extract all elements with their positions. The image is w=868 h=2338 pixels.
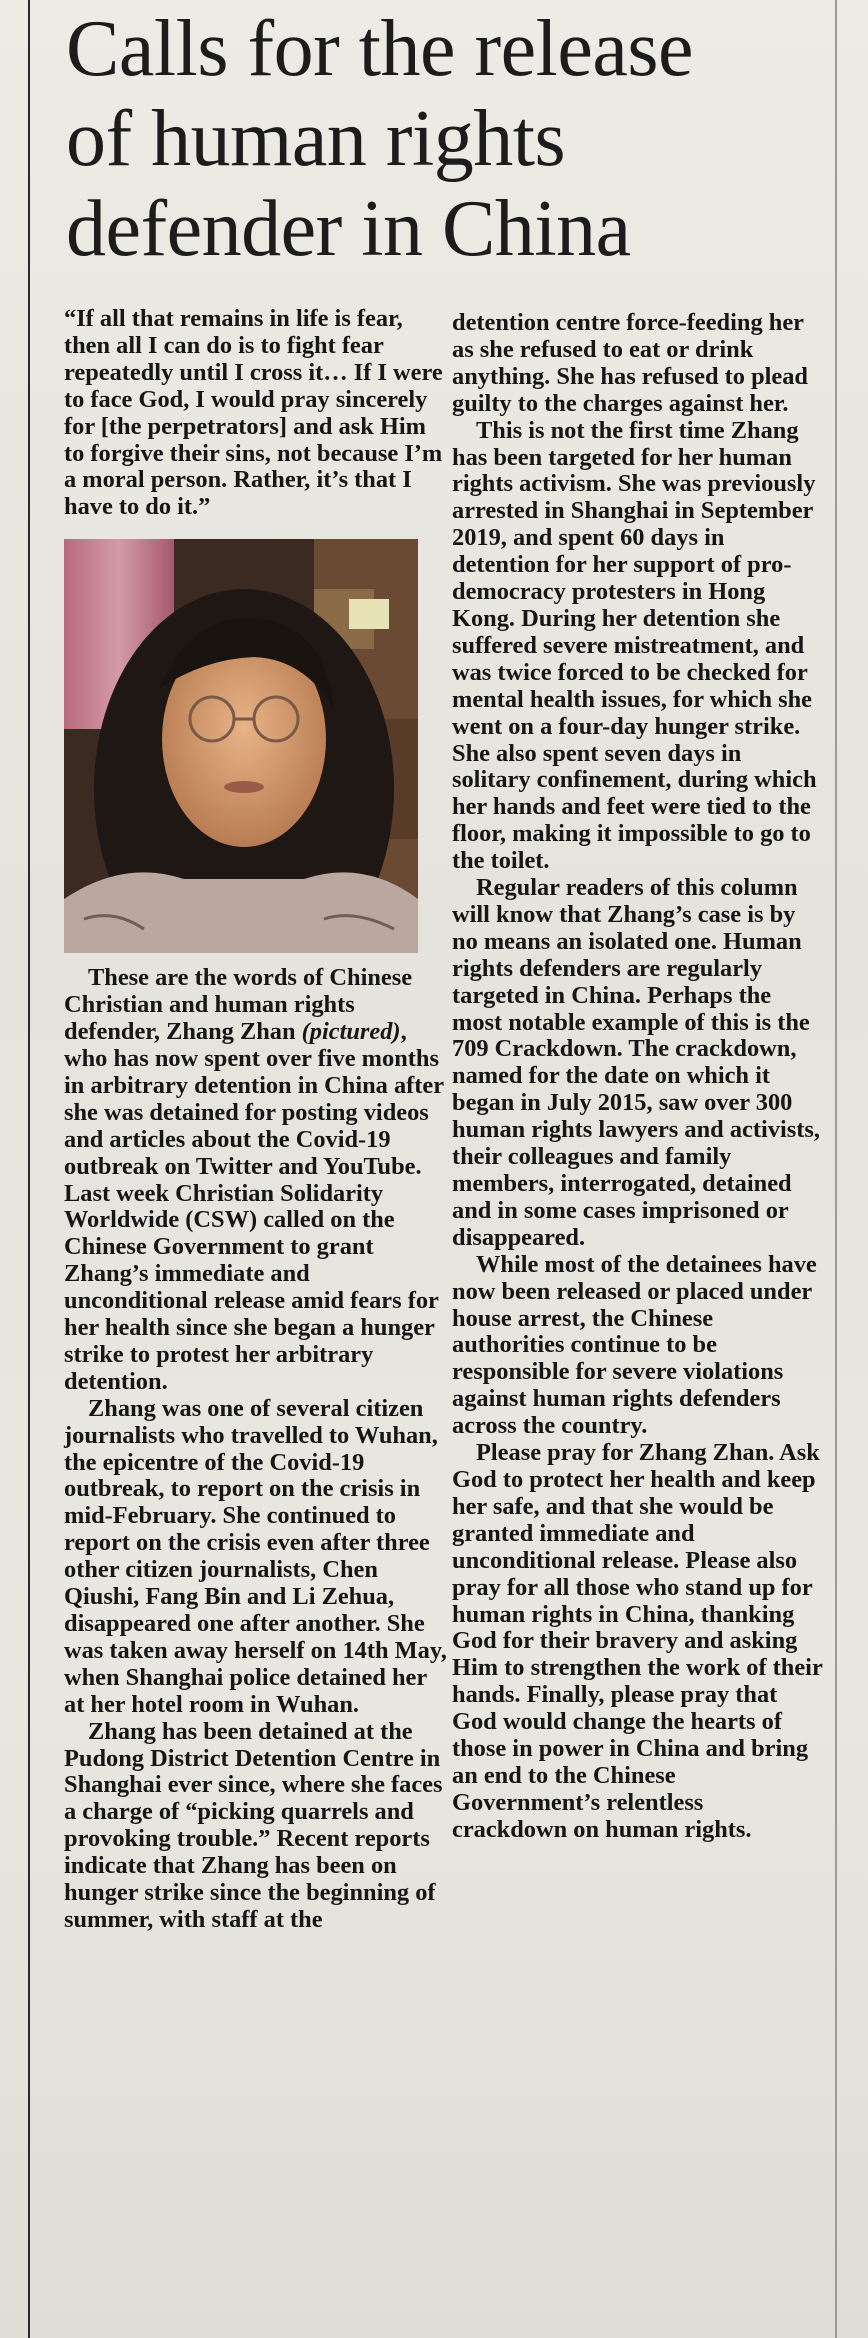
paragraph-6: While most of the detainees have now been released or placed under house arrest, the Chinese authorities continue to be responsible for severe violations against human rights defenders across the country. [452, 1250, 817, 1440]
paragraph-1 [64, 965, 448, 1396]
portrait-illustration [64, 539, 418, 953]
paragraph-3: Zhang has been detained at the Pudong District Detention Centre in Shanghai ever since, where she faces a charge of “picking quarrels and provoking trouble.” Recent reports indicate that Zhang has been on hunger strike since the beginning of summer, with staff at the [64, 1717, 443, 1933]
paragraph-1-text-a: These are the words of Chinese Christian and human rights defender, Zhang Zhan [64, 964, 413, 1046]
paragraph-5: Regular readers of this column will know that Zhang’s case is by no means an isolated one. Human rights defenders are regularly targeted in China. Perhaps the most notable example of this is the 709 Crackdown. The crackdown, named for the date on which it began in July 2015, saw over 300 human rights lawyers and activists, their colleagues and family members, interrogated, detained and in some cases imprisoned or disappeared. [452, 874, 820, 1251]
column-rule-right [835, 0, 837, 2338]
paragraph-2: Zhang was one of several citizen journalists who travelled to Wuhan, the epicentre of the Covid-19 outbreak, to report on the crisis in mid-February. She continued to report on the crisis even after three other citizen journalists, Chen Qiushi, Fang Bin and Li Zehua, disappeared one after another. She was taken away herself on 14th May, when Shanghai police detained her at her hotel room in Wuhan. [64, 1394, 447, 1718]
article-column-1 [64, 306, 448, 1934]
paragraph-1-text-b: , who has now spent over five months in arbitrary detention in China after she was detained for posting videos and articles about the Covid-19 outbreak on Twitter and YouTube. Last week Christian Solidarity Worldwide (CSW) called on the Chinese Government to grant Zhang’s immediate and unconditional release amid fears for her health since she began a hunger strike to protest her arbitrary detention. [64, 1018, 444, 1395]
pictured-note: (pictured) [301, 1018, 401, 1046]
paragraph-3-continued: detention centre force-feeding her as she refused to eat or drink anything. She has refused to plead guilty to the charges against her. [452, 309, 808, 417]
headline-line-2: of human rights [66, 95, 566, 183]
headline-line-3: defender in China [66, 185, 631, 273]
paragraph-4: This is not the first time Zhang has been targeted for her human rights activism. She was previously arrested in Shanghai in September 2019, and spent 60 days in detention for her support of pro-democracy protesters in Hong Kong. During her detention she suffered severe mistreatment, and was twice forced to be checked for mental health issues, for which she went on a four-day hunger strike. She also spent seven days in solitary confinement, during which her hands and feet were tied to the floor, making it impossible to go to the toilet. [452, 416, 817, 875]
article-column-2 [452, 310, 824, 1844]
headline [66, 4, 826, 274]
portrait-photo [64, 539, 418, 953]
headline-line-1: Calls for the release [66, 5, 693, 93]
column-rule-left [28, 0, 30, 2338]
opening-quote: “If all that remains in life is fear, then all I can do is to fight fear repeatedly until I cross it… If I were to face God, I would pray sincerely for [the perpetrators] and ask Him to forgive their sins, not because I’m a moral person. Rather, it’s that I have to do it.” [64, 305, 443, 521]
paragraph-7: Please pray for Zhang Zhan. Ask God to protect her health and keep her safe, and that she would be granted immediate and unconditional release. Please also pray for all those who stand up for human rights in China, thanking God for their bravery and asking Him to strengthen the work of their hands. Finally, please pray that God would change the hearts of those in power in China and bring an end to the Chinese Government’s relentless crackdown on human rights. [452, 1439, 823, 1843]
